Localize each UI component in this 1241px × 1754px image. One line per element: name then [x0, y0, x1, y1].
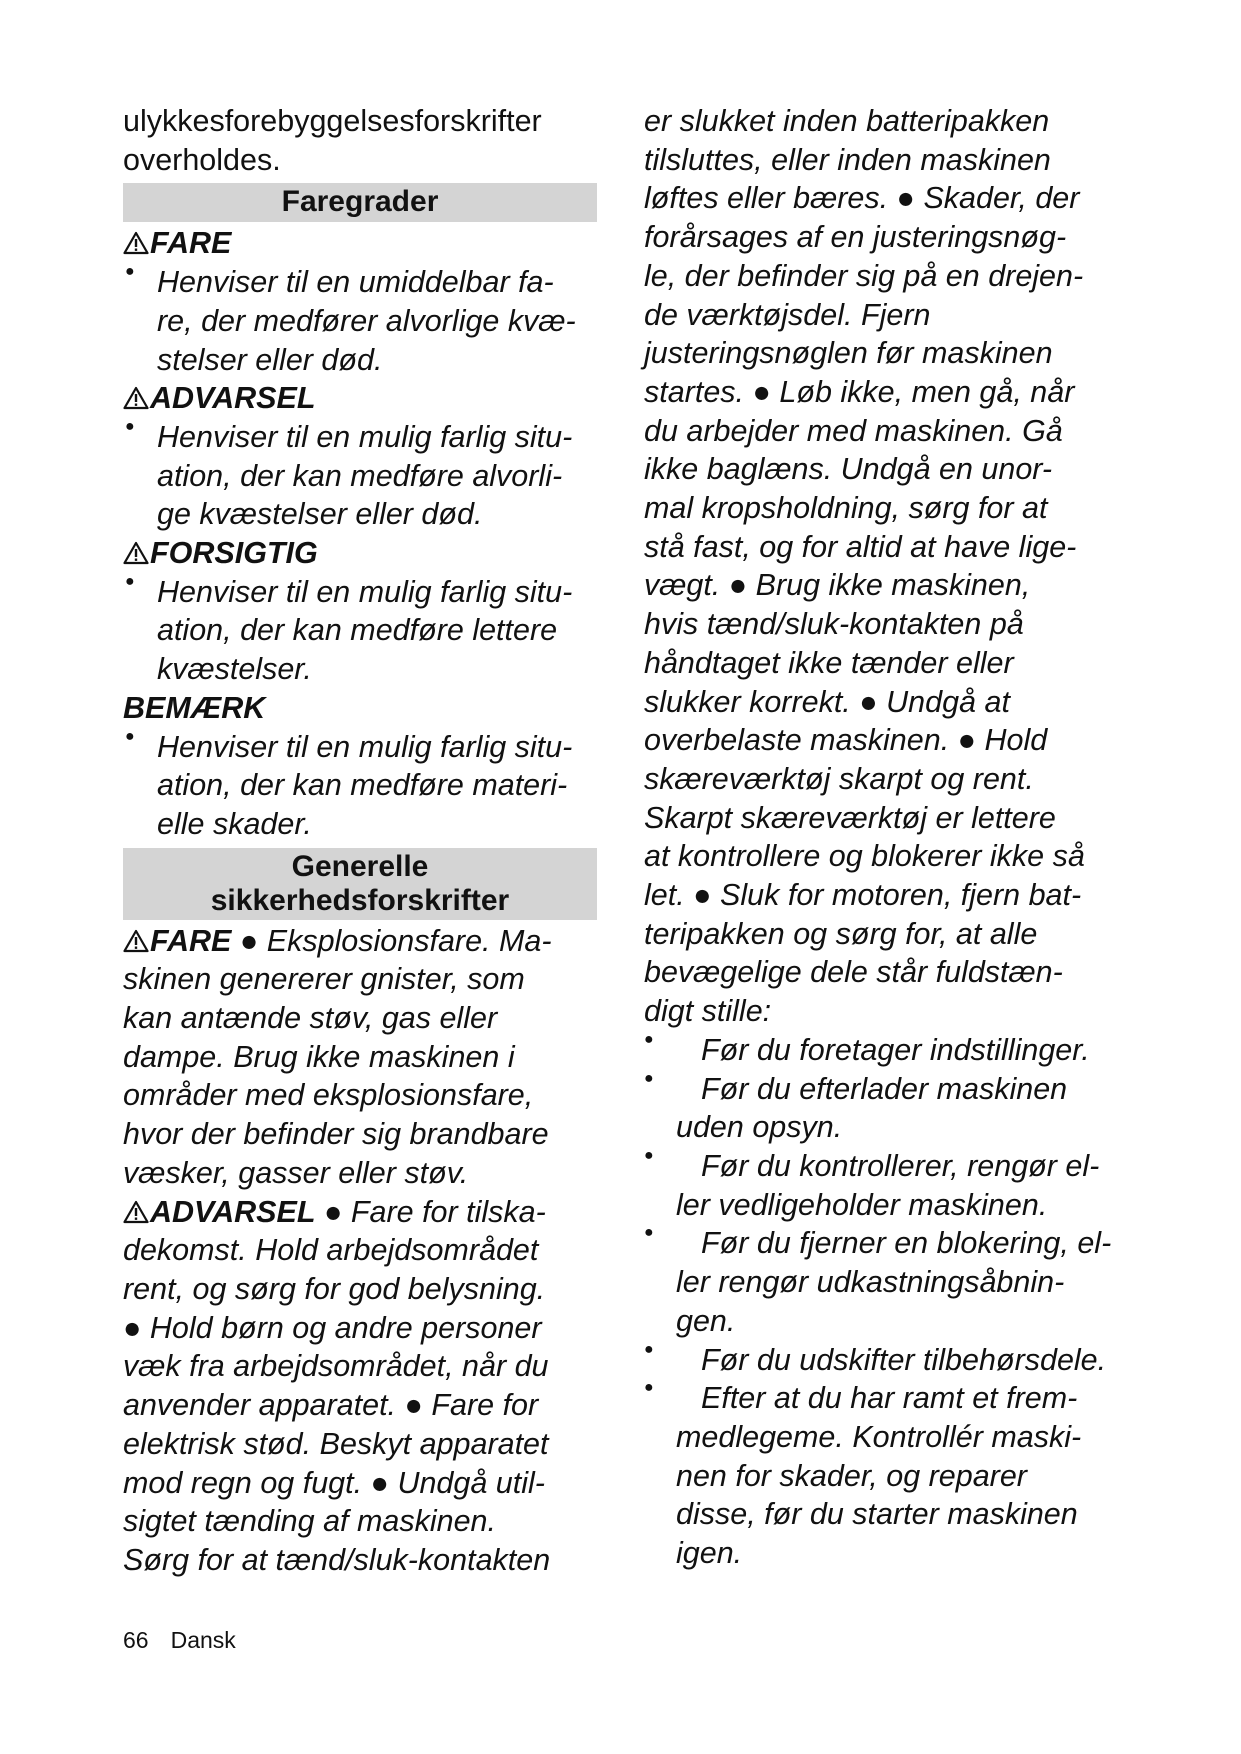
fare-paragraph: FARE ● Eksplosionsfare. Ma- skinen genererer gnister, som kan antænde støv, gas eller dampe. Brug ikke maskinen i områder med eksplosionsfare, hvor der befinder sig brandbare væsker, gasser eller støv.	[123, 923, 552, 1190]
hazard-description: ● Henviser til en umiddelbar fa- re, der medfører alvorlige kvæ- stelser eller død.	[125, 263, 576, 377]
page-number: 66	[123, 1627, 149, 1653]
bullet-icon: ●	[125, 417, 135, 435]
bullet-icon: ●	[644, 1030, 654, 1048]
bullet-icon: ●	[125, 572, 135, 590]
continued-paragraph: er slukket inden batteripakken tilsluttes, eller inden maskinen løftes eller bæres. ● Skader, der forårsages af en justeringsnøg- le, der befinder sig på en drejen- de værktøjsdel. Fjern justeringsnøglen før maskinen startes. ● Løb ikke, men gå, når du arbejder med maskinen. Gå ikke baglæns. Undgå en unor- mal kropsholdning, sørg for at stå fast, og for altid at have lige- vægt. ● Brug ikke maskinen, hvis tænd/sluk-kontakten på håndtaget ikke tænder eller slukker korrekt. ● Undgå at overbelaste maskinen. ● Hold skæreværktøj skarpt og rent. Skarpt skæreværktøj er lettere at kontrollere og blokerer ikke så let. ● Sluk for motoren, fjern bat- teripakken og sørg for, at alle bevægelige dele står fuldstæn- digt stille:	[644, 104, 1085, 1029]
condition-list	[644, 1031, 1144, 1573]
advarsel-label: ADVARSEL	[150, 1194, 316, 1229]
intro-line: ulykkesforebyggelsesforskrifter	[123, 104, 542, 138]
section-heading-general-safety: Generelle sikkerhedsforskrifter	[123, 848, 597, 920]
bullet-icon: ●	[125, 263, 135, 281]
warning-triangle-icon	[123, 231, 149, 255]
hazard-level-fare: FARE	[123, 224, 597, 263]
bullet-icon: ●	[644, 1224, 654, 1242]
warning-triangle-icon	[123, 929, 149, 953]
hazard-level-forsigtig: FORSIGTIG	[123, 534, 597, 573]
warning-triangle-icon	[123, 541, 149, 565]
list-item: ● Før du foretager indstillinger.	[644, 1030, 1090, 1067]
hazard-description: ● Henviser til en mulig farlig situ- ation, der kan medføre lettere kvæstelser.	[125, 572, 573, 687]
hazard-level-bemaerk: BEMÆRK	[123, 690, 266, 725]
footer-language: Dansk	[170, 1627, 236, 1653]
hazard-description: ● Henviser til en mulig farlig situ- ation, der kan medføre materi- elle skader.	[125, 727, 573, 841]
warning-triangle-icon	[123, 1200, 149, 1224]
list-item: ● Efter at du har ramt et frem- medlegeme. Kontrollér maski- nen for skader, og reparer disse, før du starter maskinen igen.	[644, 1379, 1082, 1571]
section-heading-faregrader: Faregrader	[123, 183, 597, 222]
page-footer	[123, 1626, 258, 1654]
hazard-level-advarsel: ADVARSEL	[123, 379, 597, 418]
warning-triangle-icon	[123, 386, 149, 410]
left-column	[123, 102, 597, 1580]
list-item: ● Før du efterlader maskinen uden opsyn.	[644, 1069, 1068, 1145]
list-item: ● Før du kontrollerer, rengør el- ler vedligeholder maskinen.	[644, 1146, 1100, 1222]
hazard-description: ● Henviser til en mulig farlig situ- ation, der kan medføre alvorli- ge kvæstelser eller død.	[125, 417, 573, 532]
list-item: ● Før du udskifter tilbehørsdele.	[644, 1340, 1107, 1377]
bullet-icon: ●	[644, 1069, 654, 1087]
advarsel-paragraph: ADVARSEL ● Fare for tilska- dekomst. Hold arbejdsområdet rent, og sørg for god belysning. ● Hold børn og andre personer væk fra arbejdsområdet, når du anvender apparatet. ● Fare for elektrisk stød. Beskyt apparatet mod regn og fugt. ● Undgå util- sigtet tænding af maskinen. Sørg for at tænd/sluk-kontakten	[123, 1194, 551, 1577]
right-column	[644, 102, 1144, 1573]
bullet-icon: ●	[644, 1146, 654, 1164]
intro-line: overholdes.	[123, 142, 281, 177]
bullet-icon: ●	[644, 1379, 654, 1397]
bullet-icon: ●	[644, 1340, 654, 1358]
list-item: ● Før du fjerner en blokering, el- ler rengør udkastningsåbnin- gen.	[644, 1224, 1112, 1338]
fare-label: FARE	[150, 923, 232, 958]
bullet-icon: ●	[125, 727, 135, 745]
